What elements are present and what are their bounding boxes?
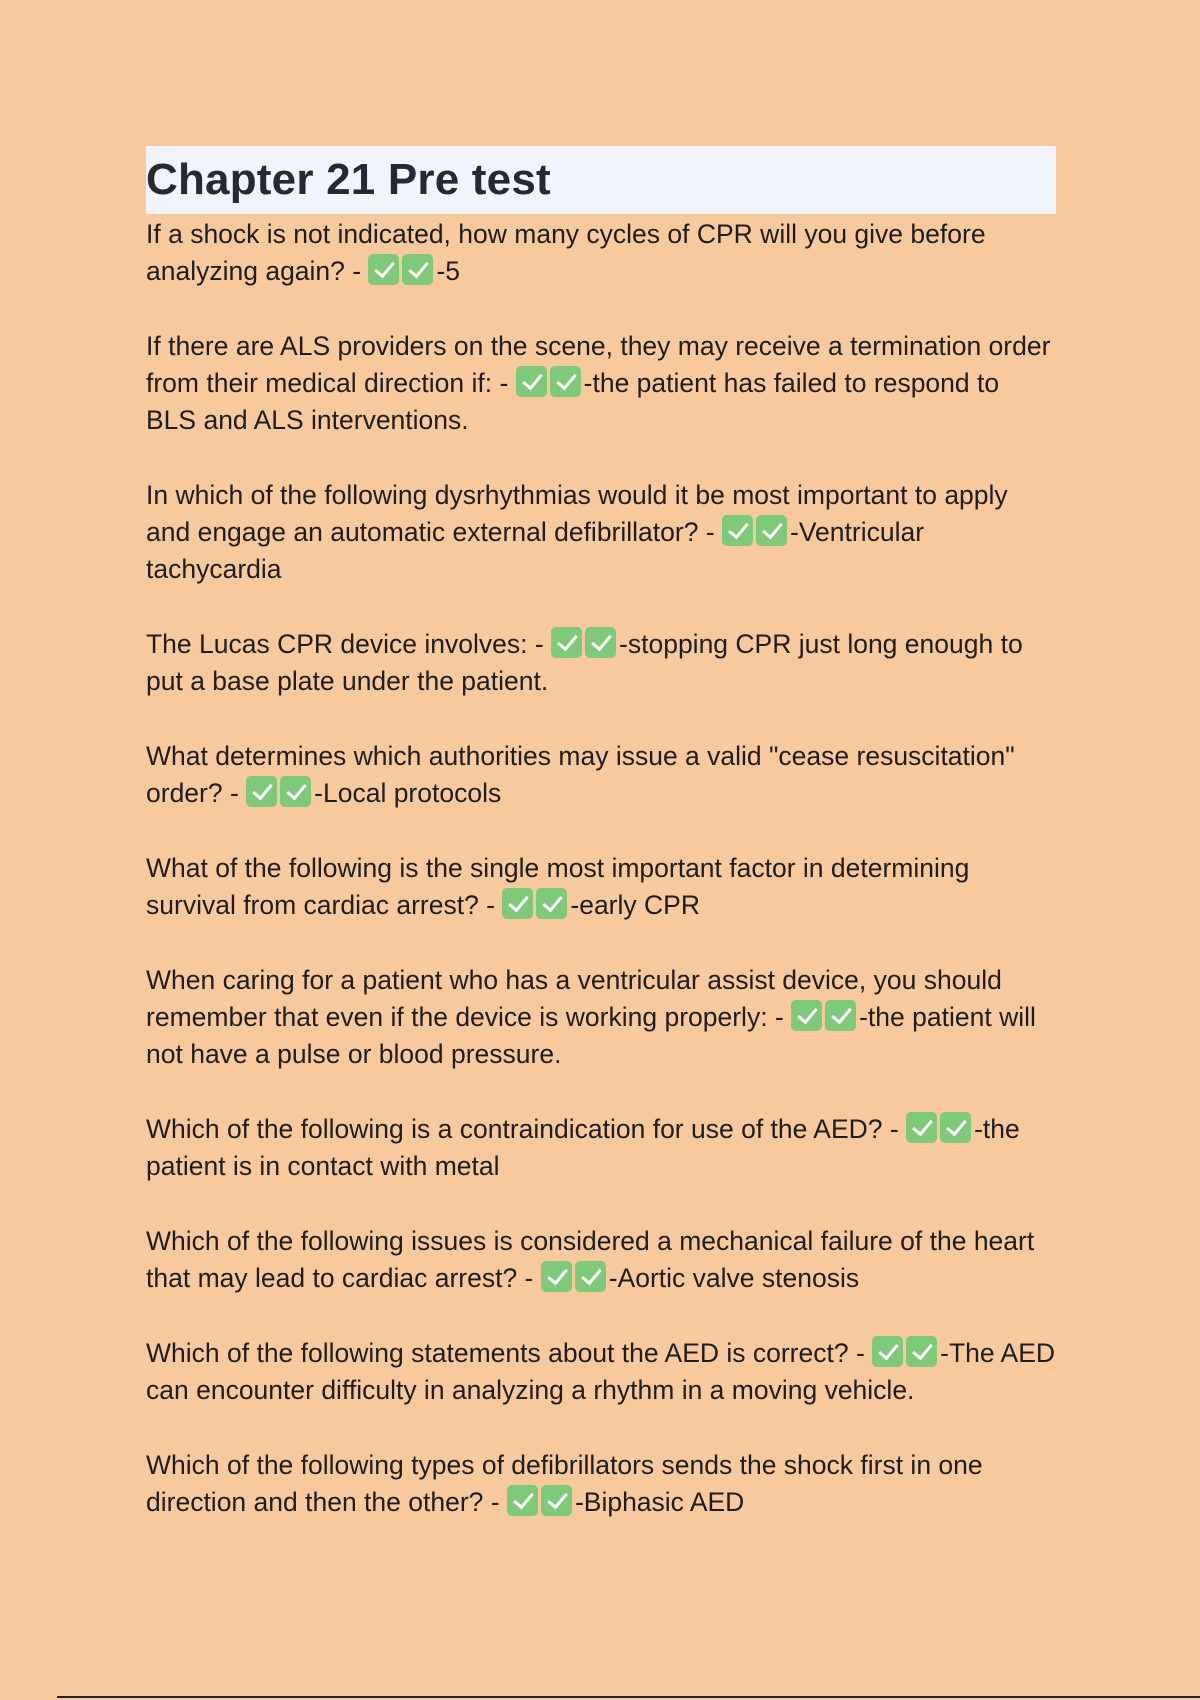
document-page (146, 146, 1056, 1559)
qa-item (146, 1111, 1056, 1185)
check-mark-icon (516, 366, 547, 397)
answer-text: -the patient has failed to respond to BLS and ALS interventions. (146, 368, 1000, 435)
double-check-mark-icon (906, 1114, 974, 1144)
check-mark-icon (906, 1112, 937, 1143)
check-mark-icon (575, 1261, 606, 1292)
question-text: If there are ALS providers on the scene, they may receive a termination order from their medical direction if: - (146, 331, 1051, 398)
check-mark-icon (940, 1112, 971, 1143)
answer-text: -Biphasic AED (574, 1487, 745, 1517)
qa-list (146, 216, 1056, 1521)
check-mark-icon (791, 1000, 822, 1031)
qa-item (146, 1223, 1056, 1297)
double-check-mark-icon (872, 1338, 940, 1368)
check-mark-icon (825, 1000, 856, 1031)
check-mark-icon (246, 776, 277, 807)
check-mark-icon (280, 776, 311, 807)
answer-text: -stopping CPR just long enough to put a base plate under the patient. (146, 629, 1023, 696)
page-title: Chapter 21 Pre test (146, 155, 551, 204)
question-text: Which of the following is a contraindication for use of the AED? - (146, 1114, 907, 1144)
answer-text: -5 (436, 256, 461, 286)
question-text: What determines which authorities may issue a valid "cease resuscitation" order? - (146, 741, 1015, 808)
question-text: Which of the following statements about the AED is correct? - (146, 1338, 873, 1368)
check-mark-icon (368, 254, 399, 285)
check-mark-icon (906, 1336, 937, 1367)
double-check-mark-icon (507, 1487, 575, 1517)
check-mark-icon (507, 1485, 538, 1516)
check-mark-icon (541, 1485, 572, 1516)
qa-item (146, 1335, 1056, 1409)
answer-text: -The AED can encounter difficulty in analyzing a rhythm in a moving vehicle. (146, 1338, 1056, 1405)
question-text: When caring for a patient who has a ventricular assist device, you should remember that even if the device is working properly: - (146, 965, 1002, 1032)
qa-item (146, 850, 1056, 924)
double-check-mark-icon (516, 368, 584, 398)
question-text: The Lucas CPR device involves: - (146, 629, 552, 659)
check-mark-icon (585, 627, 616, 658)
double-check-mark-icon (368, 256, 436, 286)
check-mark-icon (756, 515, 787, 546)
question-text: If a shock is not indicated, how many cycles of CPR will you give before analyzing again? - (146, 219, 986, 286)
answer-text: -the patient will not have a pulse or blood pressure. (146, 1002, 1036, 1069)
double-check-mark-icon (246, 778, 314, 808)
qa-item (146, 216, 1056, 290)
title-bar (146, 146, 1056, 214)
qa-item (146, 962, 1056, 1073)
question-text: In which of the following dysrhythmias would it be most important to apply and engage an automatic external defibrillator? - (146, 480, 1008, 547)
qa-item (146, 477, 1056, 588)
check-mark-icon (402, 254, 433, 285)
answer-text: -Local protocols (314, 778, 502, 808)
check-mark-icon (550, 366, 581, 397)
answer-text: -Aortic valve stenosis (608, 1263, 860, 1293)
double-check-mark-icon (541, 1263, 609, 1293)
check-mark-icon (722, 515, 753, 546)
double-check-mark-icon (551, 629, 619, 659)
check-mark-icon (536, 888, 567, 919)
qa-item (146, 328, 1056, 439)
question-text: What of the following is the single most important factor in determining survival from cardiac arrest? - (146, 853, 970, 920)
qa-item (146, 626, 1056, 700)
double-check-mark-icon (722, 517, 790, 547)
check-mark-icon (541, 1261, 572, 1292)
check-mark-icon (872, 1336, 903, 1367)
answer-text: -early CPR (570, 890, 700, 920)
question-text: Which of the following types of defibrillators sends the shock first in one direction and then the other? - (146, 1450, 983, 1517)
qa-item (146, 738, 1056, 812)
double-check-mark-icon (502, 890, 570, 920)
check-mark-icon (502, 888, 533, 919)
page-bottom-divider (57, 1696, 1200, 1698)
question-text: Which of the following issues is considered a mechanical failure of the heart that may lead to cardiac arrest? - (146, 1226, 1035, 1293)
qa-item (146, 1447, 1056, 1521)
answer-text: -the patient is in contact with metal (146, 1114, 1020, 1181)
double-check-mark-icon (791, 1002, 859, 1032)
check-mark-icon (551, 627, 582, 658)
answer-text: -Ventricular tachycardia (146, 517, 925, 584)
